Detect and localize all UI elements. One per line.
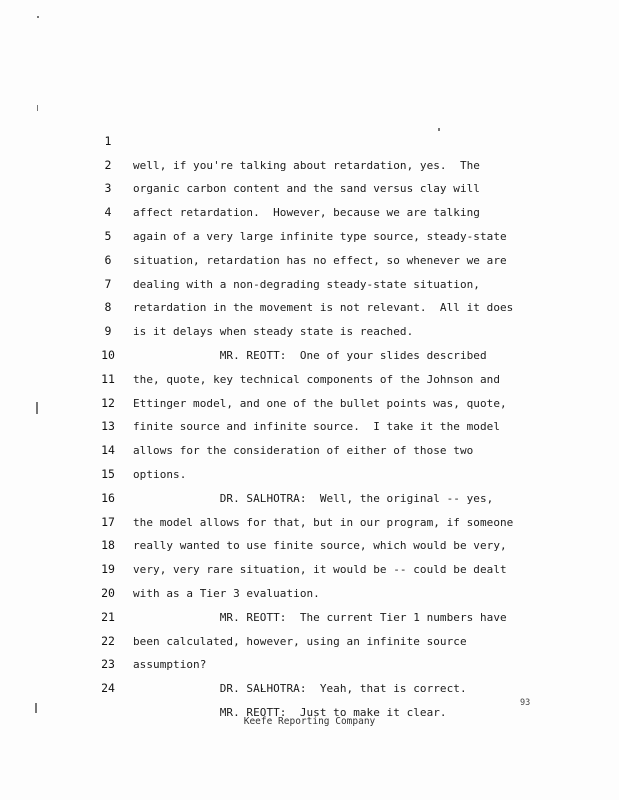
line-number: 12 xyxy=(101,395,115,410)
line-text: very, very rare situation, it would be -- could be dealt xyxy=(133,563,507,577)
line-text: is it delays when steady state is reached. xyxy=(133,325,414,339)
line-text: been calculated, however, using an infinite source xyxy=(133,634,467,648)
page-number: 93 xyxy=(520,698,531,708)
line-number: 3 xyxy=(104,181,112,196)
line-text: dealing with a non-degrading steady-state situation, xyxy=(133,277,480,291)
line-number: 18 xyxy=(101,538,115,553)
line-number: 17 xyxy=(101,514,115,529)
line-text: well, if you're talking about retardation, yes. The xyxy=(133,158,480,172)
line-number: 16 xyxy=(101,490,115,505)
line-number: 13 xyxy=(101,419,115,434)
line-text: allows for the consideration of either of those two xyxy=(133,444,474,458)
line-text: assumption? xyxy=(133,658,207,672)
line-text: the model allows for that, but in our program, if someone xyxy=(133,515,514,529)
line-text: affect retardation. However, because we are talking xyxy=(133,206,480,220)
line-number: 22 xyxy=(101,633,115,648)
line-number: 9 xyxy=(104,324,112,339)
line-text: MR. REOTT: Just to make it clear. xyxy=(133,705,447,719)
line-text: really wanted to use finite source, which would be very, xyxy=(133,539,507,553)
line-number: 11 xyxy=(101,371,115,386)
line-text: the, quote, key technical components of the Johnson and xyxy=(133,372,500,386)
line-number: 4 xyxy=(104,205,112,220)
line-number: 19 xyxy=(101,562,115,577)
line-text: with as a Tier 3 evaluation. xyxy=(133,586,320,600)
line-text: again of a very large infinite type source, steady-state xyxy=(133,229,507,243)
transcript-line xyxy=(0,106,619,172)
scan-speck xyxy=(37,16,39,18)
line-number: 6 xyxy=(104,252,112,267)
line-number: 8 xyxy=(104,300,112,315)
line-number: 20 xyxy=(101,585,115,600)
line-number: 24 xyxy=(101,681,115,696)
line-text: options. xyxy=(133,467,187,481)
line-number: 14 xyxy=(101,443,115,458)
line-text: situation, retardation has no effect, so whenever we are xyxy=(133,253,507,267)
line-text: organic carbon content and the sand versus clay will xyxy=(133,182,480,196)
line-number: 1 xyxy=(104,133,112,148)
line-text: finite source and infinite source. I take it the model xyxy=(133,420,500,434)
line-text: MR. REOTT: One of your slides described xyxy=(133,348,487,362)
line-number: 15 xyxy=(101,466,115,481)
line-text: retardation in the movement is not relevant. All it does xyxy=(133,301,514,315)
line-text: Ettinger model, and one of the bullet points was, quote, xyxy=(133,396,507,410)
line-number: 21 xyxy=(101,609,115,624)
line-text: MR. REOTT: The current Tier 1 numbers have xyxy=(133,610,507,624)
line-number: 23 xyxy=(101,657,115,672)
line-number: 2 xyxy=(104,157,112,172)
line-number: 10 xyxy=(101,347,115,362)
footer-reporter: Keefe Reporting Company xyxy=(243,716,376,727)
line-text: DR. SALHOTRA: Well, the original -- yes, xyxy=(133,491,494,505)
line-number: 5 xyxy=(104,228,112,243)
line-text: DR. SALHOTRA: Yeah, that is correct. xyxy=(133,682,467,696)
line-number: 7 xyxy=(104,276,112,291)
